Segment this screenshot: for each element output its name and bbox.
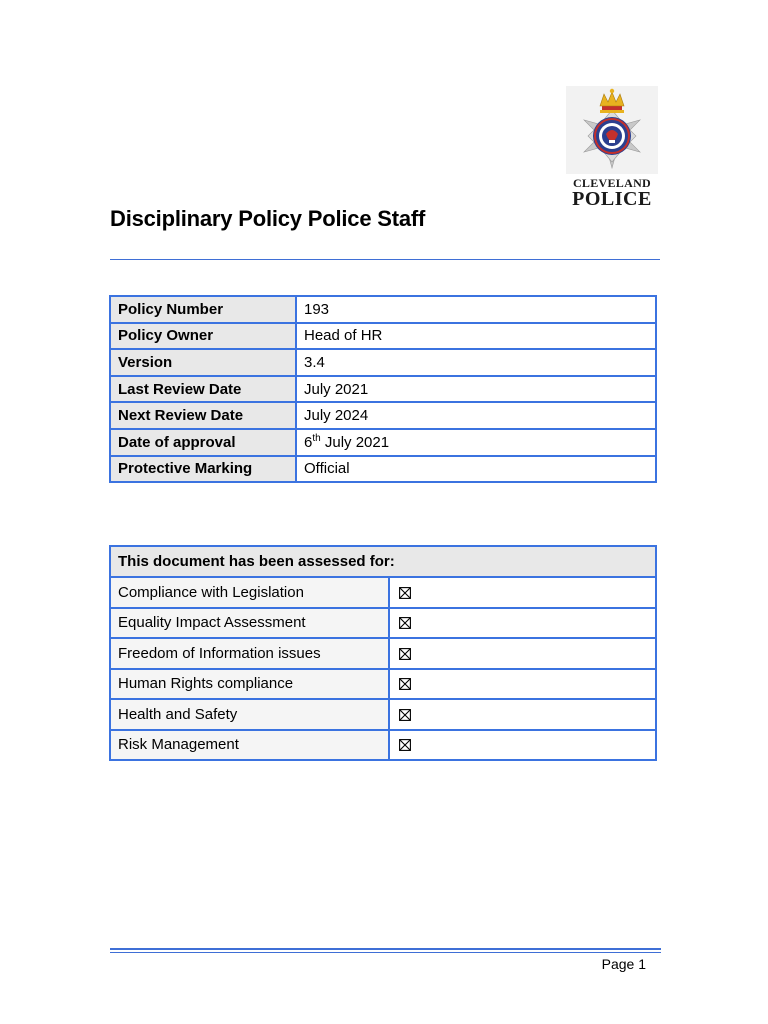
- cleveland-police-logo: [562, 84, 662, 210]
- checked-box-icon: [399, 709, 411, 721]
- logo-text-police: POLICE: [572, 188, 652, 210]
- assessment-item-check: [389, 638, 656, 669]
- table-row: [110, 376, 656, 403]
- next-review-date-label: Next Review Date: [110, 402, 296, 429]
- assessment-item-label: Equality Impact Assessment: [110, 608, 389, 639]
- footer-divider-thick: [110, 948, 661, 950]
- date-of-approval-label: Date of approval: [110, 429, 296, 456]
- last-review-date-value: July 2021: [296, 376, 656, 403]
- table-row: [110, 429, 656, 456]
- assessment-item-check: [389, 699, 656, 730]
- table-row: [110, 349, 656, 376]
- protective-marking-value: Official: [296, 456, 656, 483]
- assessment-table: [109, 545, 657, 761]
- policy-owner-label: Policy Owner: [110, 323, 296, 350]
- protective-marking-label: Protective Marking: [110, 456, 296, 483]
- approval-day-suffix: th: [312, 432, 321, 444]
- table-row: [110, 323, 656, 350]
- approval-month-year: July 2021: [320, 433, 390, 451]
- table-row: [110, 669, 656, 700]
- table-row: [110, 638, 656, 669]
- logo-text-cleveland: CLEVELAND: [572, 176, 652, 190]
- table-row: [110, 730, 656, 761]
- checked-box-icon: [399, 648, 411, 660]
- assessment-item-check: [389, 730, 656, 761]
- table-row: [110, 577, 656, 608]
- checked-box-icon: [399, 739, 411, 751]
- policy-number-value: 193: [296, 296, 656, 323]
- table-row: [110, 456, 656, 483]
- date-of-approval-value: [296, 429, 656, 456]
- title-divider: [110, 259, 660, 260]
- assessment-item-label: Human Rights compliance: [110, 669, 389, 700]
- version-label: Version: [110, 349, 296, 376]
- last-review-date-label: Last Review Date: [110, 376, 296, 403]
- next-review-date-value: July 2024: [296, 402, 656, 429]
- checked-box-icon: [399, 617, 411, 629]
- assessment-item-check: [389, 577, 656, 608]
- policy-owner-value: Head of HR: [296, 323, 656, 350]
- table-row: [110, 296, 656, 323]
- footer-divider-thin: [110, 952, 661, 953]
- table-row: [110, 608, 656, 639]
- checked-box-icon: [399, 587, 411, 599]
- table-header-row: [110, 546, 656, 577]
- assessment-header: This document has been assessed for:: [110, 546, 656, 577]
- table-row: [110, 402, 656, 429]
- assessment-item-label: Risk Management: [110, 730, 389, 761]
- assessment-item-label: Compliance with Legislation: [110, 577, 389, 608]
- checked-box-icon: [399, 678, 411, 690]
- policy-number-label: Policy Number: [110, 296, 296, 323]
- approval-day: 6: [304, 433, 313, 451]
- assessment-item-check: [389, 608, 656, 639]
- assessment-item-check: [389, 669, 656, 700]
- version-value: 3.4: [296, 349, 656, 376]
- page-number: Page 1: [601, 956, 646, 972]
- policy-info-table: [109, 295, 657, 483]
- table-row: [110, 699, 656, 730]
- assessment-item-label: Freedom of Information issues: [110, 638, 389, 669]
- police-badge-icon: [562, 84, 662, 176]
- document-title: Disciplinary Policy Police Staff: [110, 206, 426, 231]
- assessment-item-label: Health and Safety: [110, 699, 389, 730]
